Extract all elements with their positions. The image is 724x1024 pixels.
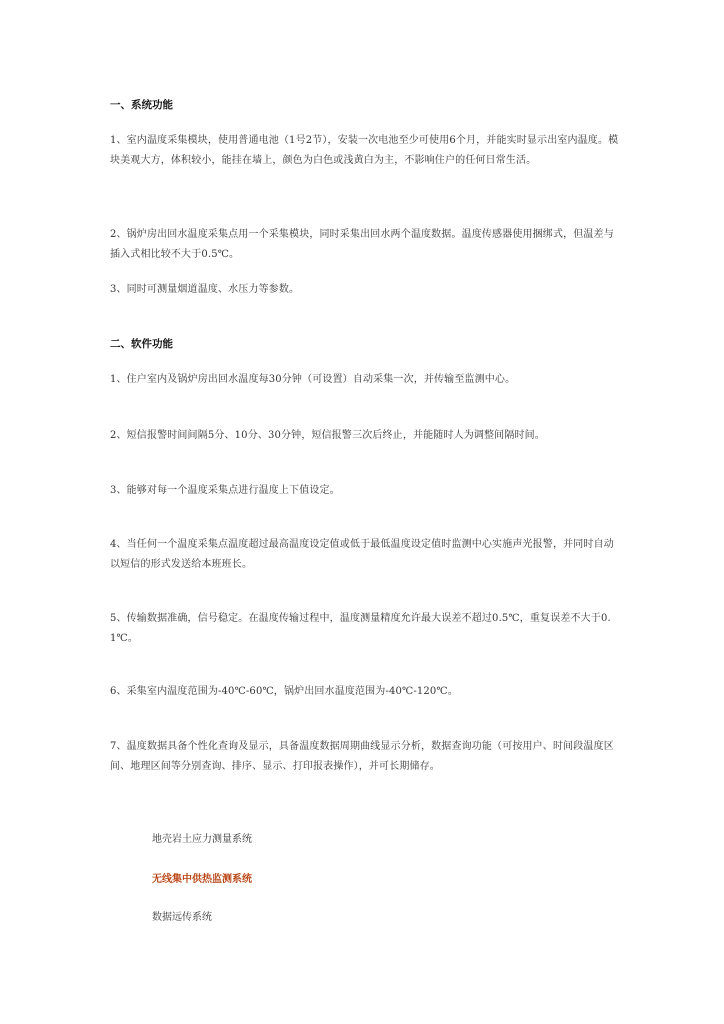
link-wireless-central-heating-monitoring[interactable]: 无线集中供热监测系统 bbox=[152, 874, 252, 885]
system-function-item-2: 2、锅炉房出回水温度采集点用一个采集模块，同时采集出回水两个温度数据。温度传感器使用捆绑式，但温差与插入式相比较不大于0.5℃。 bbox=[110, 229, 614, 260]
system-function-item-3: 3、同时可测量烟道温度、水压力等参数。 bbox=[110, 284, 300, 295]
software-function-item-3: 3、能够对每一个温度采集点进行温度上下值设定。 bbox=[110, 485, 340, 496]
system-function-item-1: 1、室内温度采集模块，使用普通电池（1号2节），安装一次电池至少可使用6个月，并能实时显示出室内温度。模块美观大方，体积较小，能挂在墙上，颜色为白色或浅黄白为主，不影响住户的任何日常生活。 bbox=[110, 135, 619, 166]
software-function-item-5: 5、传输数据准确，信号稳定。在温度传输过程中，温度测量精度允许最大误差不超过0.5℃，重复误差不大于0.1℃。 bbox=[110, 613, 611, 644]
software-function-item-7: 7、温度数据具备个性化查询及显示，具备温度数据周期曲线显示分析，数据查询功能（可按用户、时间段温度区间、地理区间等分别查询、排序、显示、打印报表操作），并可长期储存。 bbox=[110, 741, 614, 772]
link-remote-data-transmission[interactable]: 数据远传系统 bbox=[152, 912, 212, 923]
software-function-item-4: 4、当任何一个温度采集点温度超过最高温度设定值或低于最低温度设定值时监测中心实施声光报警，并同时自动以短信的形式发送给本班班长。 bbox=[110, 539, 614, 570]
link-crustal-stress-measurement[interactable]: 地壳岩土应力测量系统 bbox=[152, 834, 252, 845]
section-title-software-functions: 二、软件功能 bbox=[110, 338, 173, 350]
software-function-item-2: 2、短信报警时间间隔5分、10分、30分钟，短信报警三次后终止，并能随时人为调整间隔时间。 bbox=[110, 430, 545, 441]
section-title-system-functions: 一、系统功能 bbox=[110, 99, 173, 111]
software-function-item-6: 6、采集室内温度范围为-40℃-60℃，锅炉出回水温度范围为-40℃-120℃。 bbox=[110, 686, 458, 697]
software-function-item-1: 1、住户室内及锅炉房出回水温度每30分钟（可设置）自动采集一次，并传输至监测中心。 bbox=[110, 374, 516, 385]
